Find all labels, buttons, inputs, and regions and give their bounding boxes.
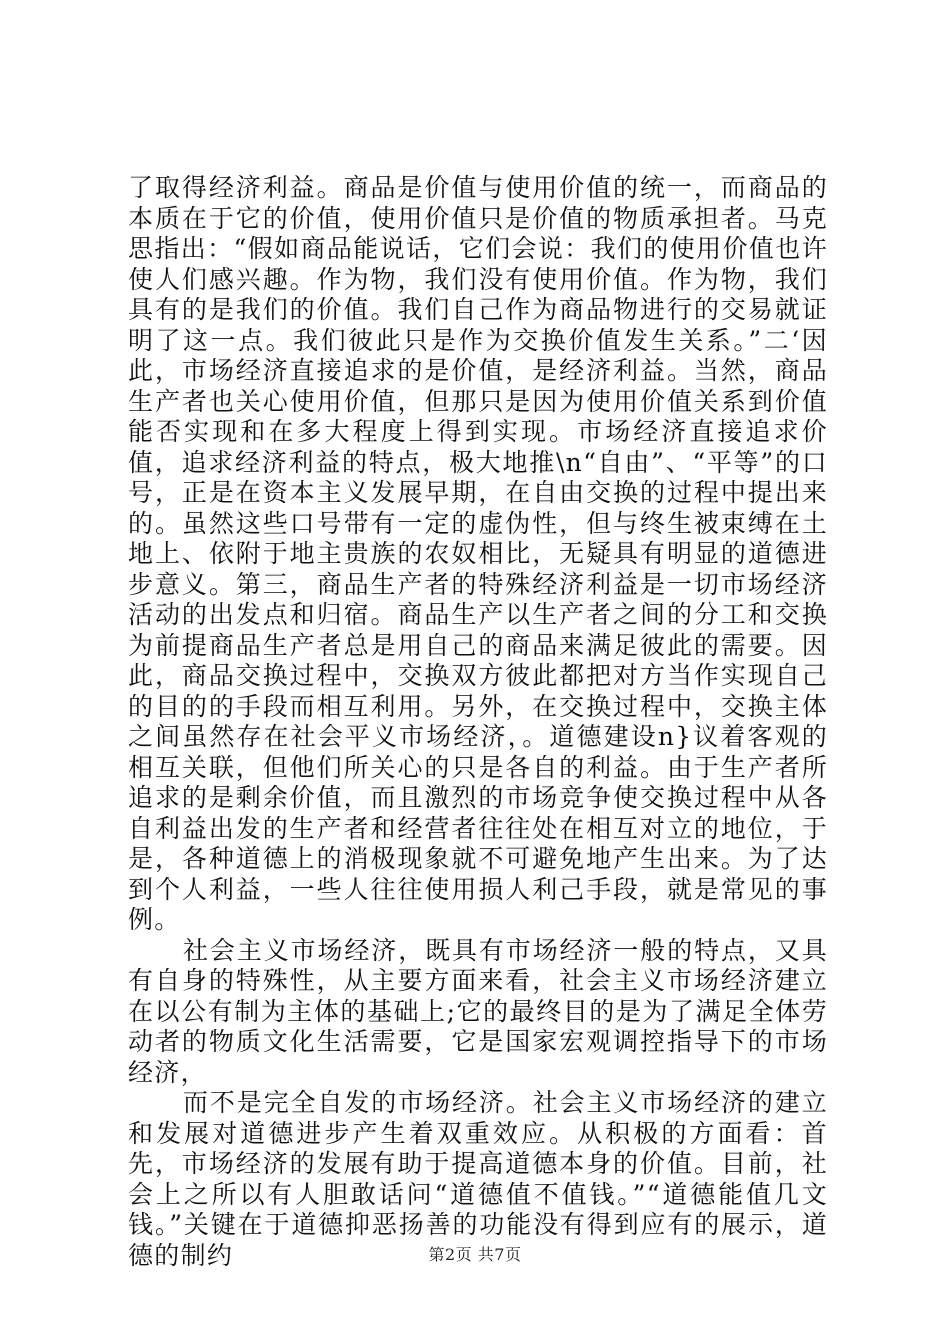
- page-footer: 第2页 共7页: [428, 1245, 522, 1264]
- paragraph-1: 了取得经济利益。商品是价值与使用价值的统一，而商品的本质在于它的价值，使用价值只是价值的物质承担者。马克思指出：“假如商品能说话，它们会说：我们的使用价值也许使人们感兴趣。作为物，我们没有使用价值。作为物，我们具有的是我们的价值。我们自己作为商品物进行的交易就证明了这一点。我们彼此只是作为交换价值发生关系。”二‘因此，市场经济直接追求的是价值，是经济利益。当然，商品生产者也关心使用价值，但那只是因为使用价值关系到价值能否实现和在多大程度上得到实现。市场经济直接追求价值，追求经济利益的特点，极大地推\n“自由”、“平等”的口号，正是在资本主义发展早期，在自由交换的过程中提出来的。虽然这些口号带有一定的虚伪性，但与终生被束缚在土地上、依附于地主贵族的农奴相比，无疑具有明显的道德进步意义。第三，商品生产者的特殊经济利益是一切市场经济活动的出发点和归宿。商品生产以生产者之间的分工和交换为前提商品生产者总是用自己的商品来满足彼此的需要。因此，商品交换过程中，交换双方彼此都把对方当作实现自己的目的的手段而相互利用。另外，在交换过程中，交换主体之间虽然存在社会平义市场经济，。道德建设n}议着客观的相互关联，但他们所关心的只是各自的利益。由于生产者所追求的是剩余价值，而且激烈的市场竞争使交换过程中从各自利益出发的生产者和经营者往往处在相互对立的地位，于是，各种道德上的消极现象就不可避免地产生出来。为了达到个人利益，一些人往往使用损人利己手段，就是常见的事例。: [128, 173, 828, 934]
- paragraph-3: 而不是完全自发的市场经济。社会主义市场经济的建立和发展对道德进步产生着双重效应。从积极的方面看：首先，市场经济的发展有助于提高道德本身的价值。目前，社会上之所以有人胆敢话问“道德值不值钱。”“道德能值几文钱。”关键在于道德抑恶扬善的功能没有得到应有的展示，道德的制约: [128, 1088, 828, 1270]
- paragraph-2: 社会主义市场经济，既具有市场经济一般的特点，又具有自身的特殊性，从主要方面来看，社会主义市场经济建立在以公有制为主体的基础上;它的最终目的是为了满足全体劳动者的物质文化生活需要，它是国家宏观调控指导下的市场经济，: [128, 935, 828, 1087]
- body-text: [128, 173, 828, 1271]
